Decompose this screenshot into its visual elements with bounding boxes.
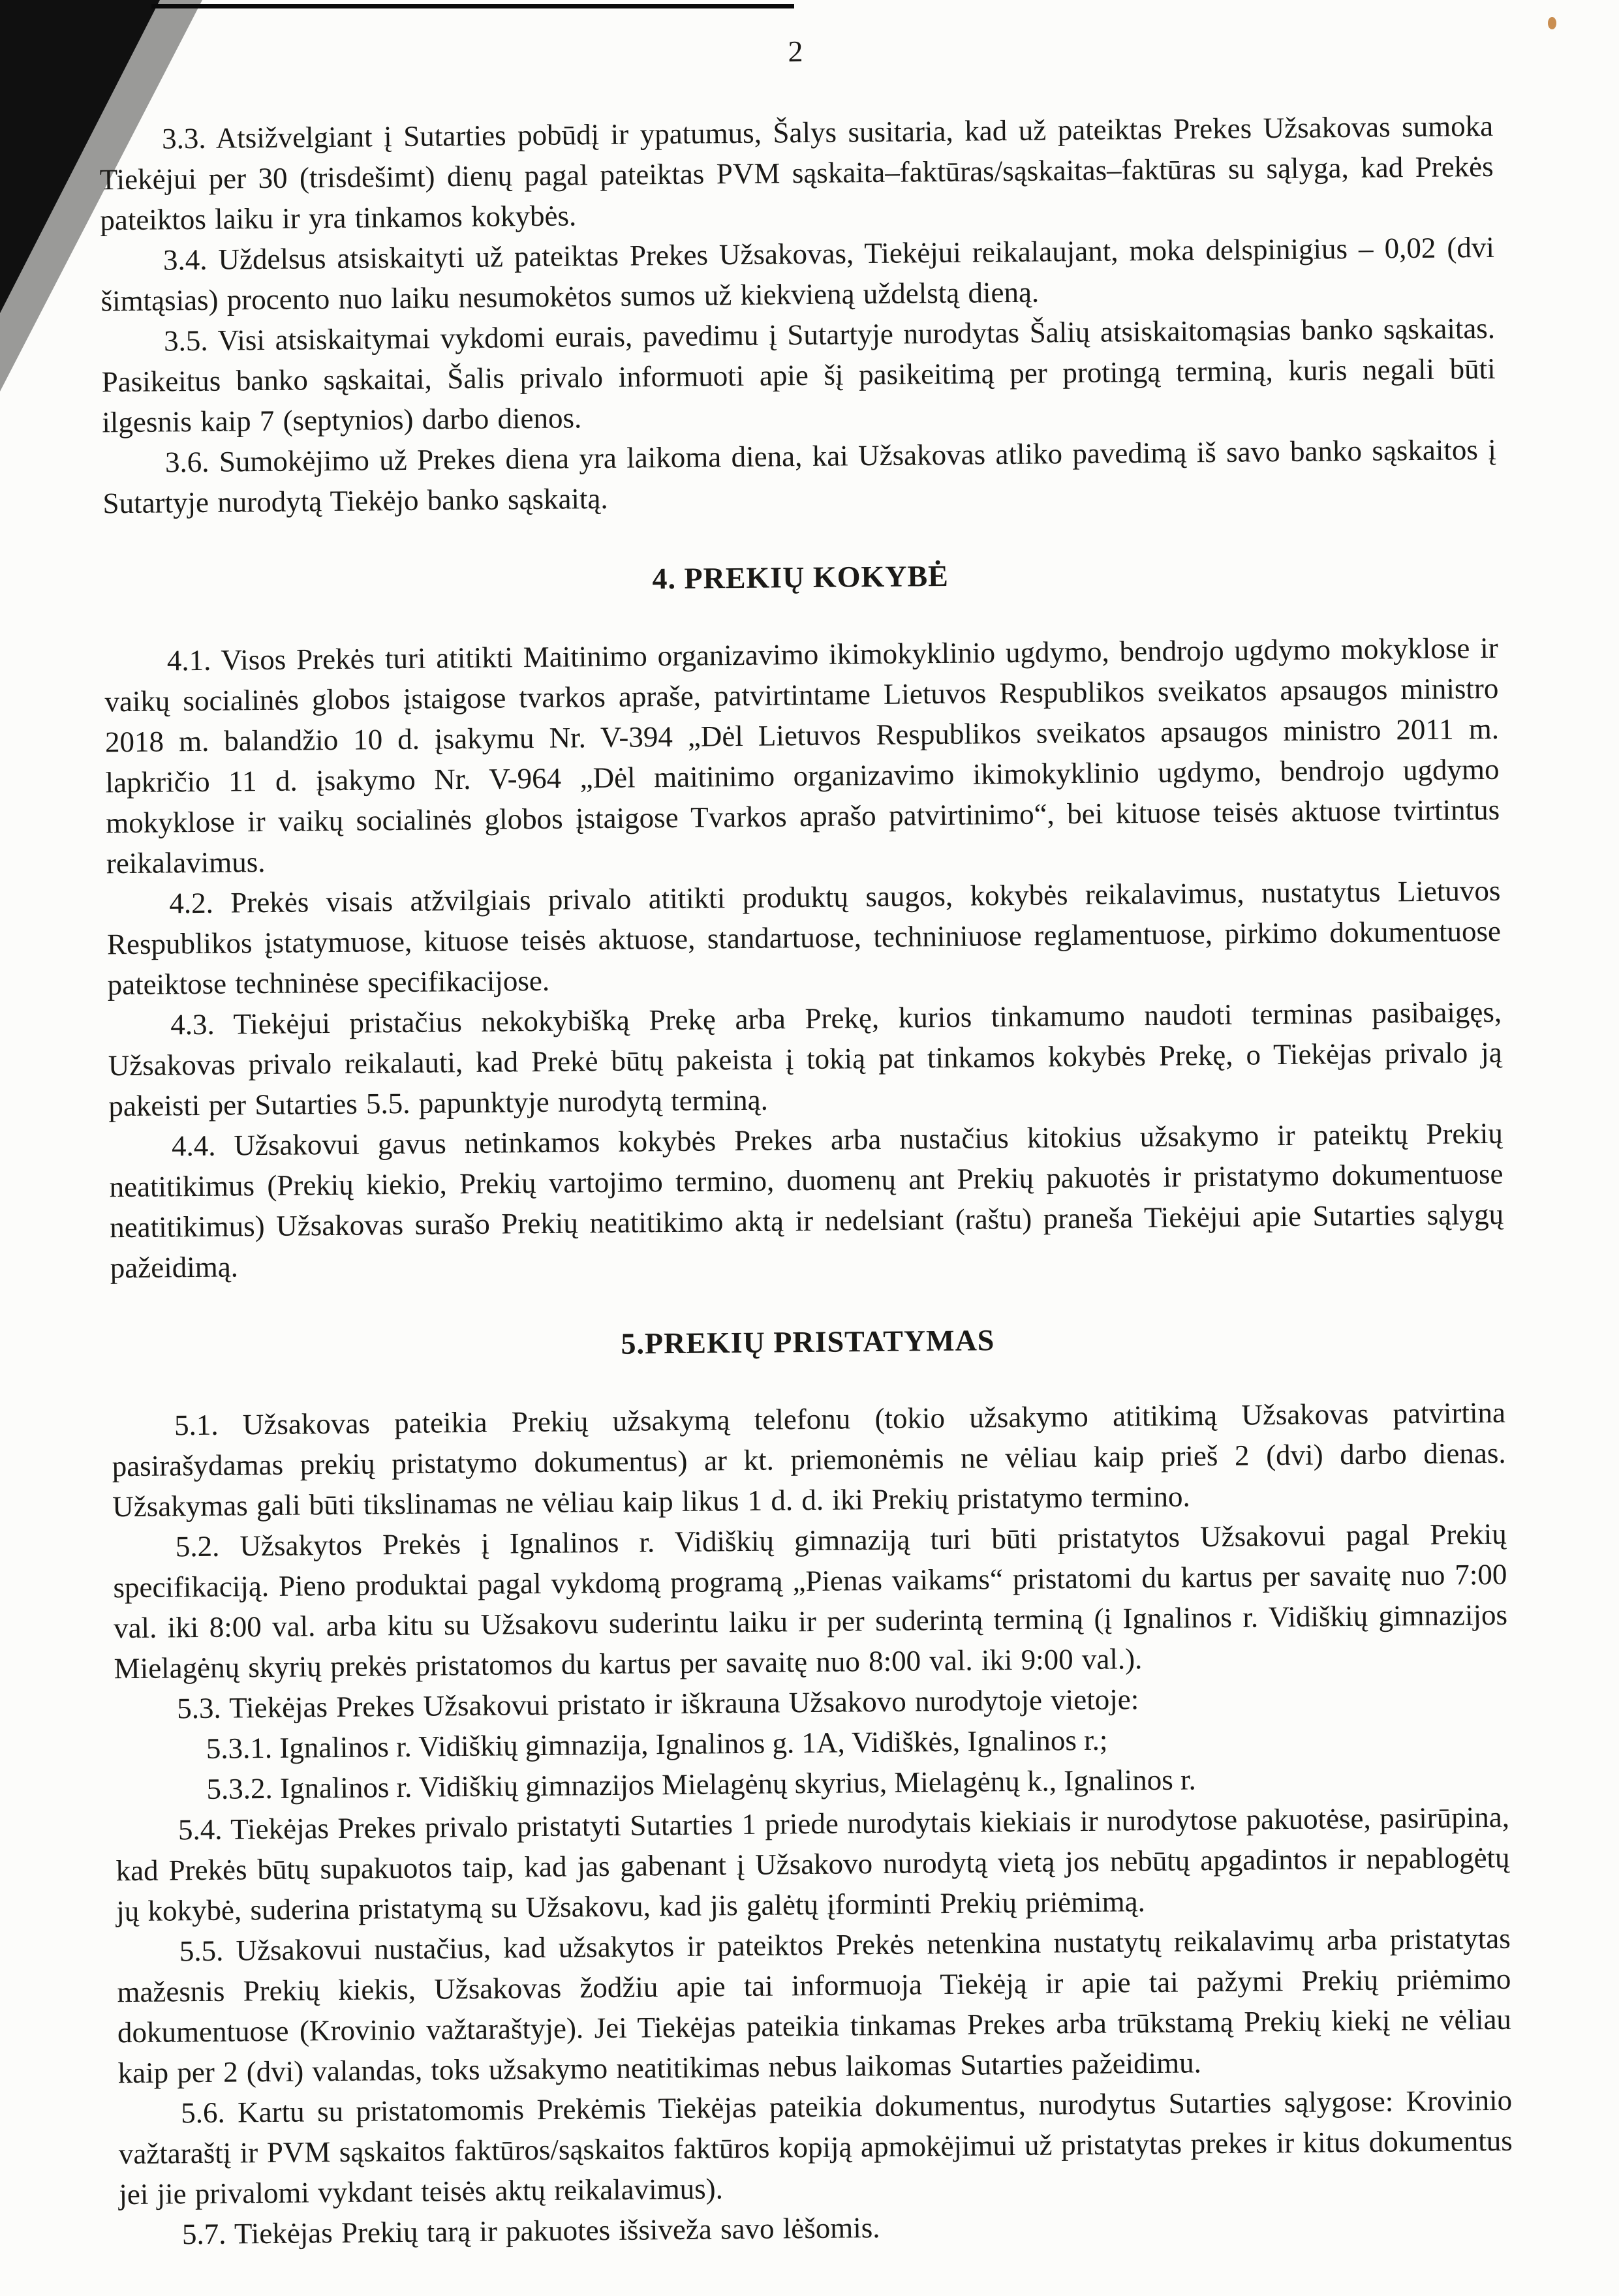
page-number: 2 [788,35,803,69]
clause-4-2: 4.2. Prekės visais atžvilgiais privalo atitikti produktų saugos, kokybės reikalavimus, nustatytus Lietuvos Respublikos įstatymuose, kituose teisės aktuose, standartuose, techniniuose reglamentuose, pirkimo dokumentuose pateiktose techninėse specifikacijose. [106,874,1502,1002]
clause-3-5: 3.5. Visi atsiskaitymai vykdomi eurais, pavedimu į Sutartyje nurodytas Šalių atsiskaitomąsias banko sąskaitas. Pasikeitus banko sąskaitai, Šalis privalo informuoti apie šį pasikeitimą per protingą terminą, kuris negali būti ilgesnis kaip 7 (septynios) darbo dienos. [101,311,1496,439]
clause-5-5: 5.5. Užsakovui nustačius, kad užsakytos ir pateiktos Prekės netenkina nustatytų reikalavimų arba pristatytas mažesnis Prekių kiekis, Užsakovas žodžiu apie tai informuoja Tiekėją ir apie tai pažymi Prekių priėmimo dokumentuose (Krovinio važtaraštyje). Jei Tiekėjas pateikia tinkamas Prekes arba trūkstamą Prekių kiekį ne vėliau kaip per 2 (dvi) valandas, toks užsakymo neatitikimas nebus laikomas Sutarties pažeidimu. [117,1921,1512,2090]
clause-5-2: 5.2. Užsakytos Prekės į Ignalinos r. Vidiškių gimnaziją turi būti pristatytos Užsakovui pagal Prekių specifikaciją. Pieno produktai pagal vykdomą programą „Pienas vaikams“ pristatomi du kartus per savaitę nuo 7:00 val. iki 8:00 val. arba kitu su Užsakovu suderintu laiku ir per suderintą terminą (į Ignalinos r. Vidiškių gimnazijos Mielagėnų skyrių prekės pristatomos du kartus per savaitę nuo 8:00 val. iki 9:00 val.). [113,1517,1508,1685]
clause-5-3-1: 5.3.1. Ignalinos r. Vidiškių gimnazija, Ignalinos g. 1A, Vidiškės, Ignalinos r.; [206,1723,1108,1765]
section-5-heading: 5.PREKIŲ PRISTATYMAS [621,1323,995,1360]
clause-3-6: 3.6. Sumokėjimo už Prekes diena yra laikoma diena, kai Užsakovas atliko pavedimą iš savo banko sąskaitos į Sutartyje nurodytą Tiekėjo banko sąskaitą. [102,433,1497,520]
clause-3-4: 3.4. Uždelsus atsiskaityti už pateiktas Prekes Užsakovas, Tiekėjui reikalaujant, moka delspinigius – 0,02 (dvi šimtąsias) procento nuo laiku nesumokėtos sumos už kiekvieną uždelstą dieną. [100,230,1495,318]
document-body [99,25,1514,2255]
clause-5-3-2: 5.3.2. Ignalinos r. Vidiškių gimnazijos Mielagėnų skyrius, Mielagėnų k., Ignalinos r. [206,1763,1196,1805]
clause-3-3: 3.3. Atsižvelgiant į Sutarties pobūdį ir ypatumus, Šalys susitaria, kad už pateiktas Prekes Užsakovas sumoka Tiekėjui per 30 (trisdešimt) dienų pagal pateiktas PVM sąskaita–faktūras/sąskaitas–faktūras su sąlyga, kad Prekės pateiktos laiku ir yra tinkamos kokybės. [99,109,1494,237]
clause-5-7: 5.7. Tiekėjas Prekių tarą ir pakuotes išsiveža savo lėšomis. [181,2211,880,2251]
clause-5-4: 5.4. Tiekėjas Prekes privalo pristatyti Sutarties 1 priede nurodytais kiekiais ir nurodytose pakuotėse, pasirūpina, kad Prekės būtų supakuotos taip, kad jas gabenant į Užsakovo nurodytą vietą jos nebūtų apgadintos ir nepablogėtų jų kokybė, suderina pristatymą su Užsakovu, kad jis galėtų įforminti Prekių priėmimą. [116,1800,1510,1928]
section-4-heading: 4. PREKIŲ KOKYBĖ [652,559,949,596]
clause-4-1: 4.1. Visos Prekės turi atitikti Maitinimo organizavimo ikimokyklinio ugdymo, bendrojo ugdymo mokyklose ir vaikų socialinės globos įstaigose tvarkos apraše, patvirtintame Lietuvos Respublikos sveikatos apsaugos ministro 2018 m. balandžio 10 d. įsakymu Nr. V-394 „Dėl Lietuvos Respublikos sveikatos apsaugos ministro 2011 m. lapkričio 11 d. įsakymo Nr. V-964 „Dėl maitinimo organizavimo ikimokyklinio ugdymo, bendrojo ugdymo mokyklose ir vaikų socialinės globos įstaigose Tvarkos aprašo patvirtinimo“, bei kituose teisės aktuose tvirtintus reikalavimus. [104,631,1500,880]
clause-5-3: 5.3. Tiekėjas Prekes Užsakovui pristato ir iškrauna Užsakovo nurodytoje vietoje: [177,1683,1139,1725]
clause-5-1: 5.1. Užsakovas pateikia Prekių užsakymą telefonu (tokio užsakymo atitikimą Užsakovas patvirtina pasirašydamas prekių pristatymo dokumentus) ar kt. priemonėmis ne vėliau kaip prieš 2 (dvi) darbo dienas. Užsakymas gali būti tikslinamas ne vėliau kaip likus 1 d. d. iki Prekių pristatymo termino. [112,1396,1506,1523]
clause-4-4: 4.4. Užsakovui gavus netinkamos kokybės Prekes arba nustačius kitokius užsakymo ir pateiktų Prekių neatitikimus (Prekių kiekio, Prekių vartojimo termino, duomenų ant Prekių pakuotės ir pristatymo dokumentuose neatitikimus) Užsakovas surašo Prekių neatitikimo aktą ir nedelsiant (raštu) praneša Tiekėjui apie Sutarties sąlygų pažeidimą. [109,1116,1504,1285]
clause-4-3: 4.3. Tiekėjui pristačius nekokybišką Prekę arba Prekę, kurios tinkamumo naudoti terminas pasibaigęs, Užsakovas privalo reikalauti, kad Prekė būtų pakeista į tokią pat tinkamos kokybės Prekę, o Tiekėjas privalo ją pakeisti per Sutarties 5.5. papunktyje nurodytą terminą. [108,995,1502,1123]
clause-5-6: 5.6. Kartu su pristatomomis Prekėmis Tiekėjas pateikia dokumentus, nurodytus Sutarties sąlygose: Krovinio važtaraštį ir PVM sąskaitos faktūros/sąskaitos faktūros kopiją apmokėjimui už pristatytas prekes ir kitus dokumentus jei jie privalomi vykdant teisės aktų reikalavimus). [118,2083,1513,2211]
